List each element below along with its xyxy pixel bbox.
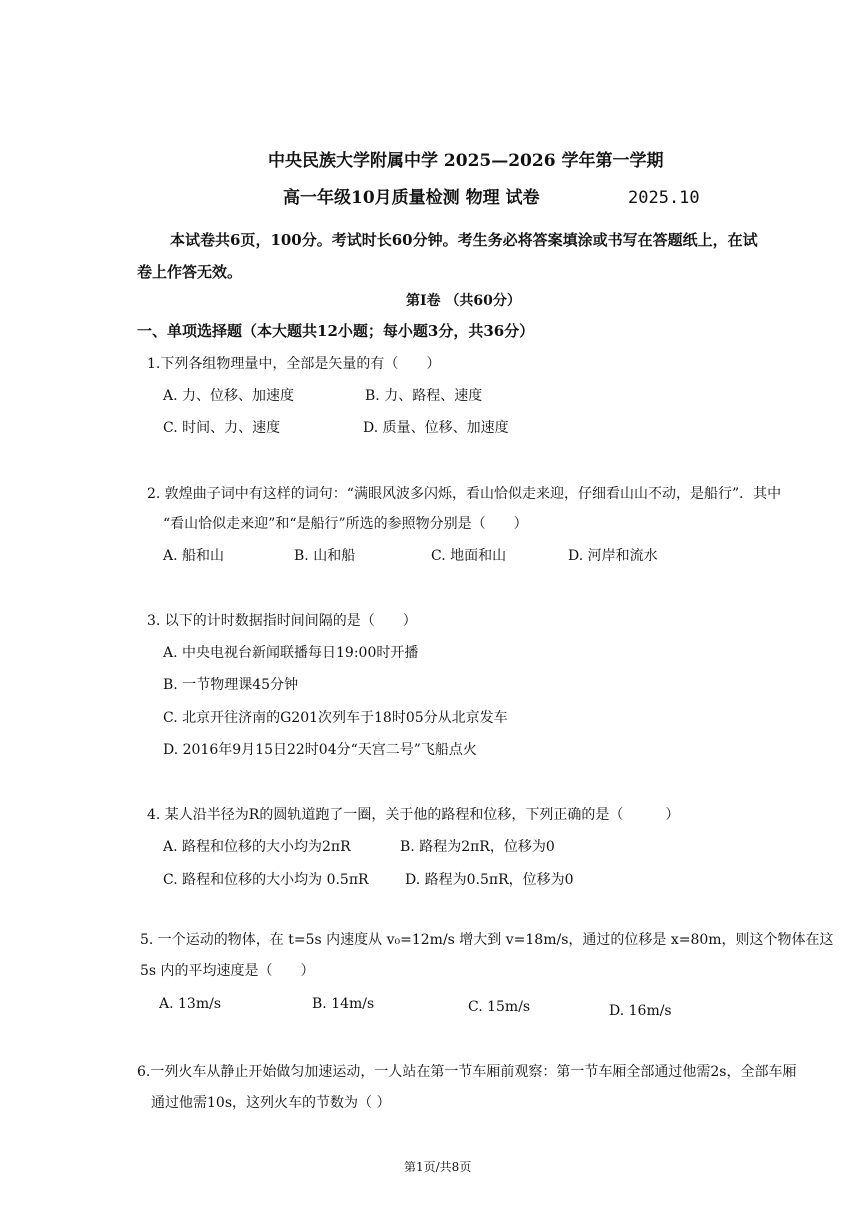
question-4-option-c: C. 路程和位移的大小均为 0.5πR xyxy=(163,872,369,888)
question-5-option-d: D. 16m/s xyxy=(609,1003,672,1019)
question-5-stem-line1: 5. 一个运动的物体，在 t=5s 内速度从 v₀=12m/s 增大到 v=18m/s，通过的位移是 x=80m，则这个物体在这 xyxy=(140,932,834,948)
question-4-option-d: D. 路程为0.5πR，位移为0 xyxy=(405,872,574,888)
part-title: 第Ⅰ卷 （共60分） xyxy=(406,293,521,309)
question-6-stem-line2: 通过他需10s，这列火车的节数为（ ） xyxy=(151,1095,391,1111)
exam-date: 2025.10 xyxy=(628,188,700,208)
question-2-option-a: A. 船和山 xyxy=(163,548,225,564)
page-footer: 第1页/共8页 xyxy=(404,1160,472,1174)
question-1-option-d: D. 质量、位移、加速度 xyxy=(363,420,509,436)
question-4-option-b: B. 路程为2πR，位移为0 xyxy=(400,839,555,855)
question-4-option-a: A. 路程和位移的大小均为2πR xyxy=(163,839,351,855)
question-5-option-c: C. 15m/s xyxy=(468,999,531,1015)
question-6-stem-line1: 6.一列火车从静止开始做匀加速运动，一人站在第一节车厢前观察：第一节车厢全部通过他需2s，全部车厢 xyxy=(137,1064,797,1080)
question-3-stem: 3. 以下的计时数据指时间间隔的是（ ） xyxy=(147,613,417,629)
question-3-option-a: A. 中央电视台新闻联播每日19:00时开播 xyxy=(163,645,419,661)
question-5-option-b: B. 14m/s xyxy=(312,996,375,1012)
question-2-option-c: C. 地面和山 xyxy=(431,548,507,564)
question-3-option-d: D. 2016年9月15日22时04分“天宫二号”飞船点火 xyxy=(163,742,477,758)
question-1-stem: 1.下列各组物理量中，全部是矢量的有（ ） xyxy=(147,356,441,372)
intro-line1: 本试卷共6页，100分。考试时长60分钟。考生务必将答案填涂或书写在答题纸上，在试 xyxy=(170,231,758,249)
question-2-stem-line1: 2. 敦煌曲子词中有这样的词句：“满眼风波多闪烁，看山恰似走来迎，仔细看山山不动，是船行”．其中 xyxy=(147,486,782,502)
question-1-option-b: B. 力、路程、速度 xyxy=(365,388,483,404)
question-1-option-c: C. 时间、力、速度 xyxy=(163,420,281,436)
question-3-option-c: C. 北京开往济南的G201次列车于18时05分从北京发车 xyxy=(163,710,508,726)
question-2-option-b: B. 山和船 xyxy=(294,548,356,564)
section-title: 一、单项选择题（本大题共12小题；每小题3分，共36分） xyxy=(137,322,535,340)
question-4-stem: 4. 某人沿半径为R的圆轨道跑了一圈，关于他的路程和位移，下列正确的是（ ） xyxy=(147,807,680,823)
question-5-option-a: A. 13m/s xyxy=(159,996,222,1012)
question-2-option-d: D. 河岸和流水 xyxy=(568,548,658,564)
question-3-option-b: B. 一节物理课45分钟 xyxy=(163,677,299,693)
exam-title-line2: 高一年级10月质量检测 物理 试卷 xyxy=(283,188,540,208)
question-5-stem-line2: 5s 内的平均速度是（ ） xyxy=(140,963,315,979)
question-2-stem-line2: “看山恰似走来迎”和“是船行”所选的参照物分别是（ ） xyxy=(163,516,528,532)
intro-line2: 卷上作答无效。 xyxy=(137,263,243,281)
exam-title-line1: 中央民族大学附属中学 2025—2026 学年第一学期 xyxy=(268,151,664,171)
question-1-option-a: A. 力、位移、加速度 xyxy=(163,388,295,404)
